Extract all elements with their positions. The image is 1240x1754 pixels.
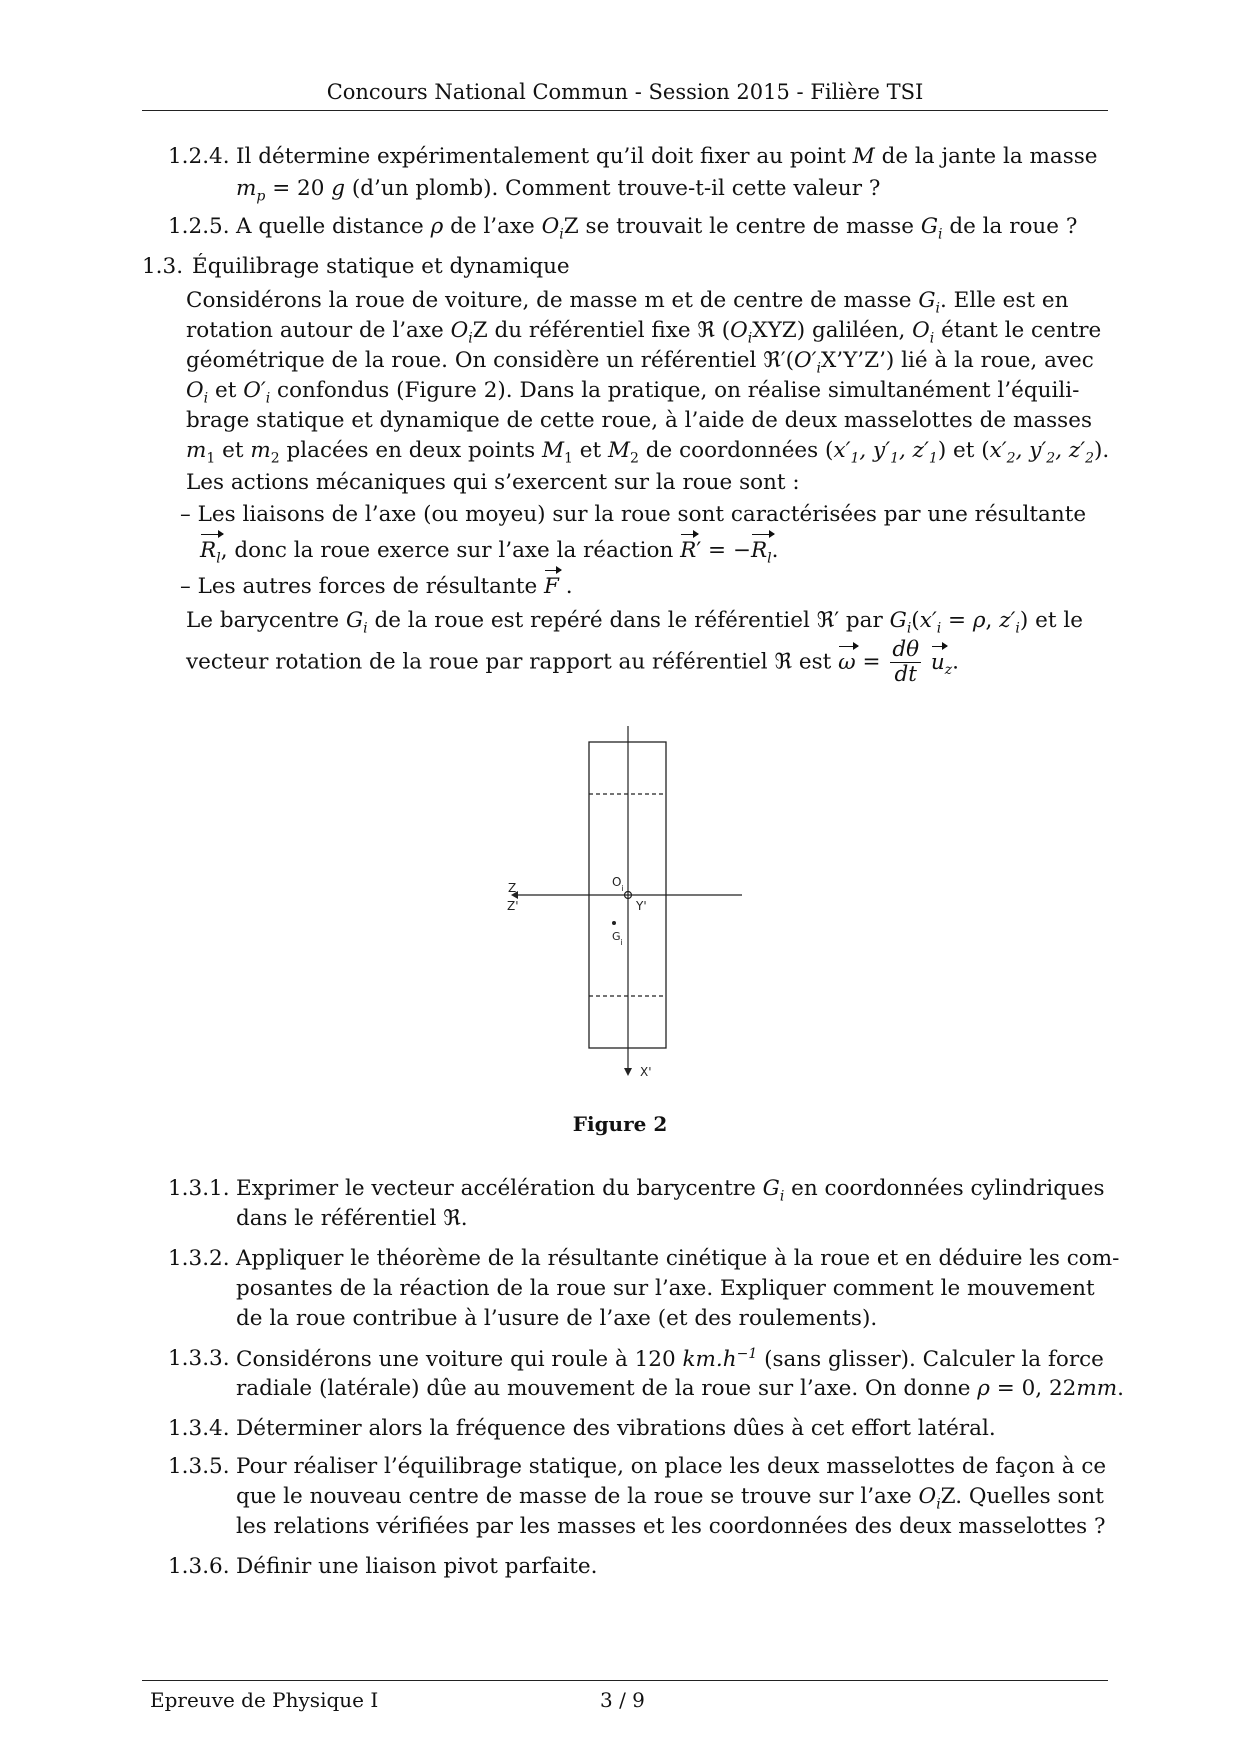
s13-para-line4: $O_i$ et $O'_i$ confondus (Figure 2). Dans la pratique, on réalise simultanément l’équili- [186,378,1080,407]
section-13-number: 1.3. [142,254,184,279]
footer-rule [142,1680,1108,1681]
label-z: Z [508,881,517,895]
q136-line1: Définir une liaison pivot parfaite. [236,1554,598,1579]
s13-bullet1-line2: $R_l$, donc la roue exerce sur l’axe la réaction $R' = -R_l$. [200,538,779,567]
s13-bullet1-line1: – Les liaisons de l’axe (ou moyeu) sur la roue sont caractérisées par une résultante [180,502,1087,527]
label-gi: $G_i$ [612,930,623,947]
s13-para-line8: Le barycentre $G_i$ de la roue est repéré dans le référentiel ℜ′ par $G_i(x'_i = \rho$, $z'_i$) et le [186,608,1083,637]
q124-line2: $m_p = 20$ g (d’un plomb). Comment trouve-t-il cette valeur ? [236,176,881,205]
q133-number: 1.3.3. [168,1346,230,1371]
q131-number: 1.3.1. [168,1176,230,1201]
q132-line3: de la roue contribue à l’usure de l’axe (et des roulements). [236,1306,878,1331]
q132-line1: Appliquer le théorème de la résultante cinétique à la roue et en déduire les com- [236,1246,1120,1271]
gi-point [612,921,616,925]
q135-line2: que le nouveau centre de masse de la roue se trouve sur l’axe $O_iZ$. Quelles sont [236,1484,1104,1513]
q134-line1: Déterminer alors la fréquence des vibrations dûes à cet effort latéral. [236,1416,996,1441]
q135-number: 1.3.5. [168,1454,230,1479]
q131-line1: Exprimer le vecteur accélération du barycentre $G_i$ en coordonnées cylindriques [236,1176,1105,1205]
s13-bullet2: – Les autres forces de résultante F . [180,574,573,599]
s13-para-line3: géométrique de la roue. On considère un référentiel $ℜ'(O'_iX’Y’Z’)$ lié à la roue, avec [186,348,1094,377]
q134-number: 1.3.4. [168,1416,230,1441]
s13-para-line7: Les actions mécaniques qui s’exercent sur la roue sont : [186,470,800,495]
s13-para-line2: rotation autour de l’axe $O_iZ$ du référentiel fixe ℜ $(O_iXYZ)$ galiléen, $O_i$ étant le centre [186,318,1102,347]
s13-para-line6: $m_1$ et $m_2$ placées en deux points $M_1$ et $M_2$ de coordonnées ($x'_1$, $y'_1$, $z'_1$) et ($x'_2$, $y'_2$, $z'_2$). [186,438,1110,467]
q135-line1: Pour réaliser l’équilibrage statique, on place les deux masselottes de façon à ce [236,1454,1107,1479]
s13-para-line1: Considérons la roue de voiture, de masse m et de centre de masse $G_i$. Elle est en [186,288,1069,317]
q125-number: 1.2.5. [168,214,230,239]
q135-line3: les relations vérifiées par les masses et les coordonnées des deux masselottes ? [236,1514,1106,1539]
label-xp: X' [640,1065,652,1079]
q136-number: 1.3.6. [168,1554,230,1579]
figure-2-caption: Figure 2 [572,1112,668,1136]
s13-para-line5: brage statique et dynamique de cette roue, à l’aide de deux masselottes de masses [186,408,1092,433]
label-zp: Z' [507,899,519,913]
section-13-title: Équilibrage statique et dynamique [192,254,570,279]
q124-line1: Il détermine expérimentalement qu’il doit fixer au point M de la jante la masse [236,144,1098,169]
s13-para-line9: vecteur rotation de la roue par rapport au référentiel ℜ est ω = $\frac{d\theta}{dt}$ $u_z$. [186,637,959,687]
q132-number: 1.3.2. [168,1246,230,1271]
q133-line2: radiale (latérale) dûe au mouvement de la roue sur l’axe. On donne ρ = 0, 22mm. [236,1376,1124,1401]
q125-text: A quelle distance ρ de l’axe $O_iZ$ se trouvait le centre de masse $G_i$ de la roue ? [236,214,1078,243]
footer-page-number: 3 / 9 [600,1688,645,1712]
label-yp: Y' [636,899,647,913]
x-axis-arrowhead [624,1068,632,1076]
header-title: Concours National Commun - Session 2015 - Filière TSI [326,80,924,104]
footer-left: Epreuve de Physique I [150,1688,379,1712]
q132-line2: posantes de la réaction de la roue sur l’axe. Expliquer comment le mouvement [236,1276,1095,1301]
q133-line1: Considérons une voiture qui roule à 120 $km.h^{-1}$ (sans glisser). Calculer la force [236,1346,1104,1373]
label-oi: $O_i$ [612,875,624,893]
q131-line2: dans le référentiel ℜ. [236,1206,468,1231]
q124-number: 1.2.4. [168,144,230,169]
